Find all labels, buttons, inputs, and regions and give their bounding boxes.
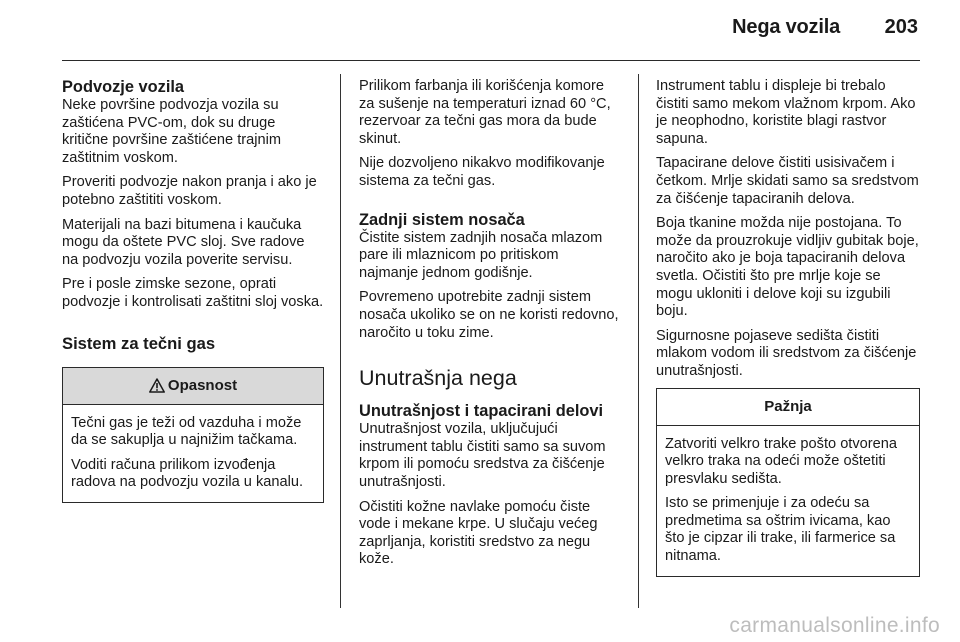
caution-box-title: Pažnja (764, 397, 812, 415)
paragraph: Povremeno upotrebite zadnji sistem nosača ukoliko se on ne koristi redovno, naročito u toku zime. (359, 289, 619, 341)
paragraph: Proveriti podvozje nakon pranja i ako je potebno zaštititi voskom. (62, 174, 317, 208)
paragraph: Boja tkanine možda nije postojana. To može da prouzrokuje vidljiv gubitak boje, naročito ako je boja tapaciranih delova svetla. Očistiti što pre mrlje koje se mogu ukloniti i delove koji su izgubili boju. (656, 215, 919, 320)
caution-box (656, 388, 920, 577)
paragraph: Voditi računa prilikom izvođenja radova na podvozju vozila u kanalu. (71, 456, 304, 491)
heading-zadnji-sistem: Zadnji sistem nosača (359, 210, 525, 229)
paragraph: Tapacirane delove čistiti usisivačem i četkom. Mrlje skidati samo sa sredstvom za čišćenje tapaciranih delova. (656, 155, 919, 207)
paragraph: Tečni gas je teži od vazduha i može da se sakuplja u najnižim tačkama. (71, 414, 302, 449)
paragraph: Zatvoriti velkro trake pošto otvorena velkro traka na odeći može oštetiti presvlaku sedišta. (665, 435, 897, 487)
warning-triangle-icon (149, 378, 165, 393)
column-1 (62, 78, 324, 503)
paragraph: Očistiti kožne navlake pomoću čiste vode i mekane krpe. U slučaju većeg zaprljanja, koristiti sredstvo za negu kože. (359, 498, 598, 568)
paragraph: Prilikom farbanja ili korišćenja komore za sušenje na temperaturi iznad 60 °C, rezervoar za tečni gas mora da bude skinut. (359, 78, 611, 147)
paragraph: Neke površine podvozja vozila su zaštićena PVC-om, dok su druge kritične površine zaštićene trajnim zaštitnim voskom. (62, 97, 281, 166)
paragraph: Sigurnosne pojaseve sedišta čistiti mlakom vodom ili sredstvom za čišćenje unutrašnjosti. (656, 327, 917, 379)
heading-unutrasnjost: Unutrašnjost i tapacirani delovi (359, 402, 604, 421)
paragraph: Nije dozvoljeno nikakvo modifikovanje sistema za tečni gas. (359, 155, 605, 189)
column-2 (359, 78, 621, 576)
caution-box-body (657, 426, 919, 576)
column-divider-1 (340, 74, 341, 608)
paragraph: Instrument tablu i displeje bi trebalo čistiti samo mekom vlažnom krpom. Ako je neophodno, koristite blagi rastvor sapuna. (656, 78, 916, 147)
danger-box (62, 367, 324, 503)
page-header (62, 0, 920, 61)
paragraph: Materijali na bazi bitumena i kaučuka mogu da oštete PVC sloj. Sve radove na podvozju vozila poverite servisu. (62, 216, 305, 268)
caution-box-header (657, 389, 919, 426)
danger-box-title: Opasnost (167, 376, 238, 394)
paragraph: Unutrašnjost vozila, uključujući instrument tablu čistiti samo sa suvom krpom ili pomoću sredstva za čišćenje unutrašnjosti. (359, 421, 606, 490)
column-3 (656, 78, 920, 577)
paragraph: Isto se primenjuje i za odeću sa predmetima sa oštrim ivicama, kao što je cipzar ili trake, ili farmerice sa nitnama. (665, 495, 896, 565)
section-title-unutrasnja-nega: Unutrašnja nega (359, 366, 517, 391)
paragraph: Pre i posle zimske sezone, oprati podvozje i kontrolisati zaštitni sloj voska. (62, 276, 324, 310)
paragraph: Čistite sistem zadnjih nosača mlazom pare ili mlaznicom po pritiskom najmanje jednom godišnje. (359, 229, 603, 281)
chapter-title: Nega vozila (732, 16, 840, 38)
column-divider-2 (638, 74, 639, 608)
heading-tecni-gas: Sistem za tečni gas (62, 333, 216, 353)
heading-podvozje: Podvozje vozila (62, 78, 185, 96)
danger-box-body (63, 405, 323, 502)
watermark: carmanualsonline.info (729, 614, 940, 637)
page-number: 203 (884, 16, 918, 38)
danger-box-header (63, 368, 323, 405)
